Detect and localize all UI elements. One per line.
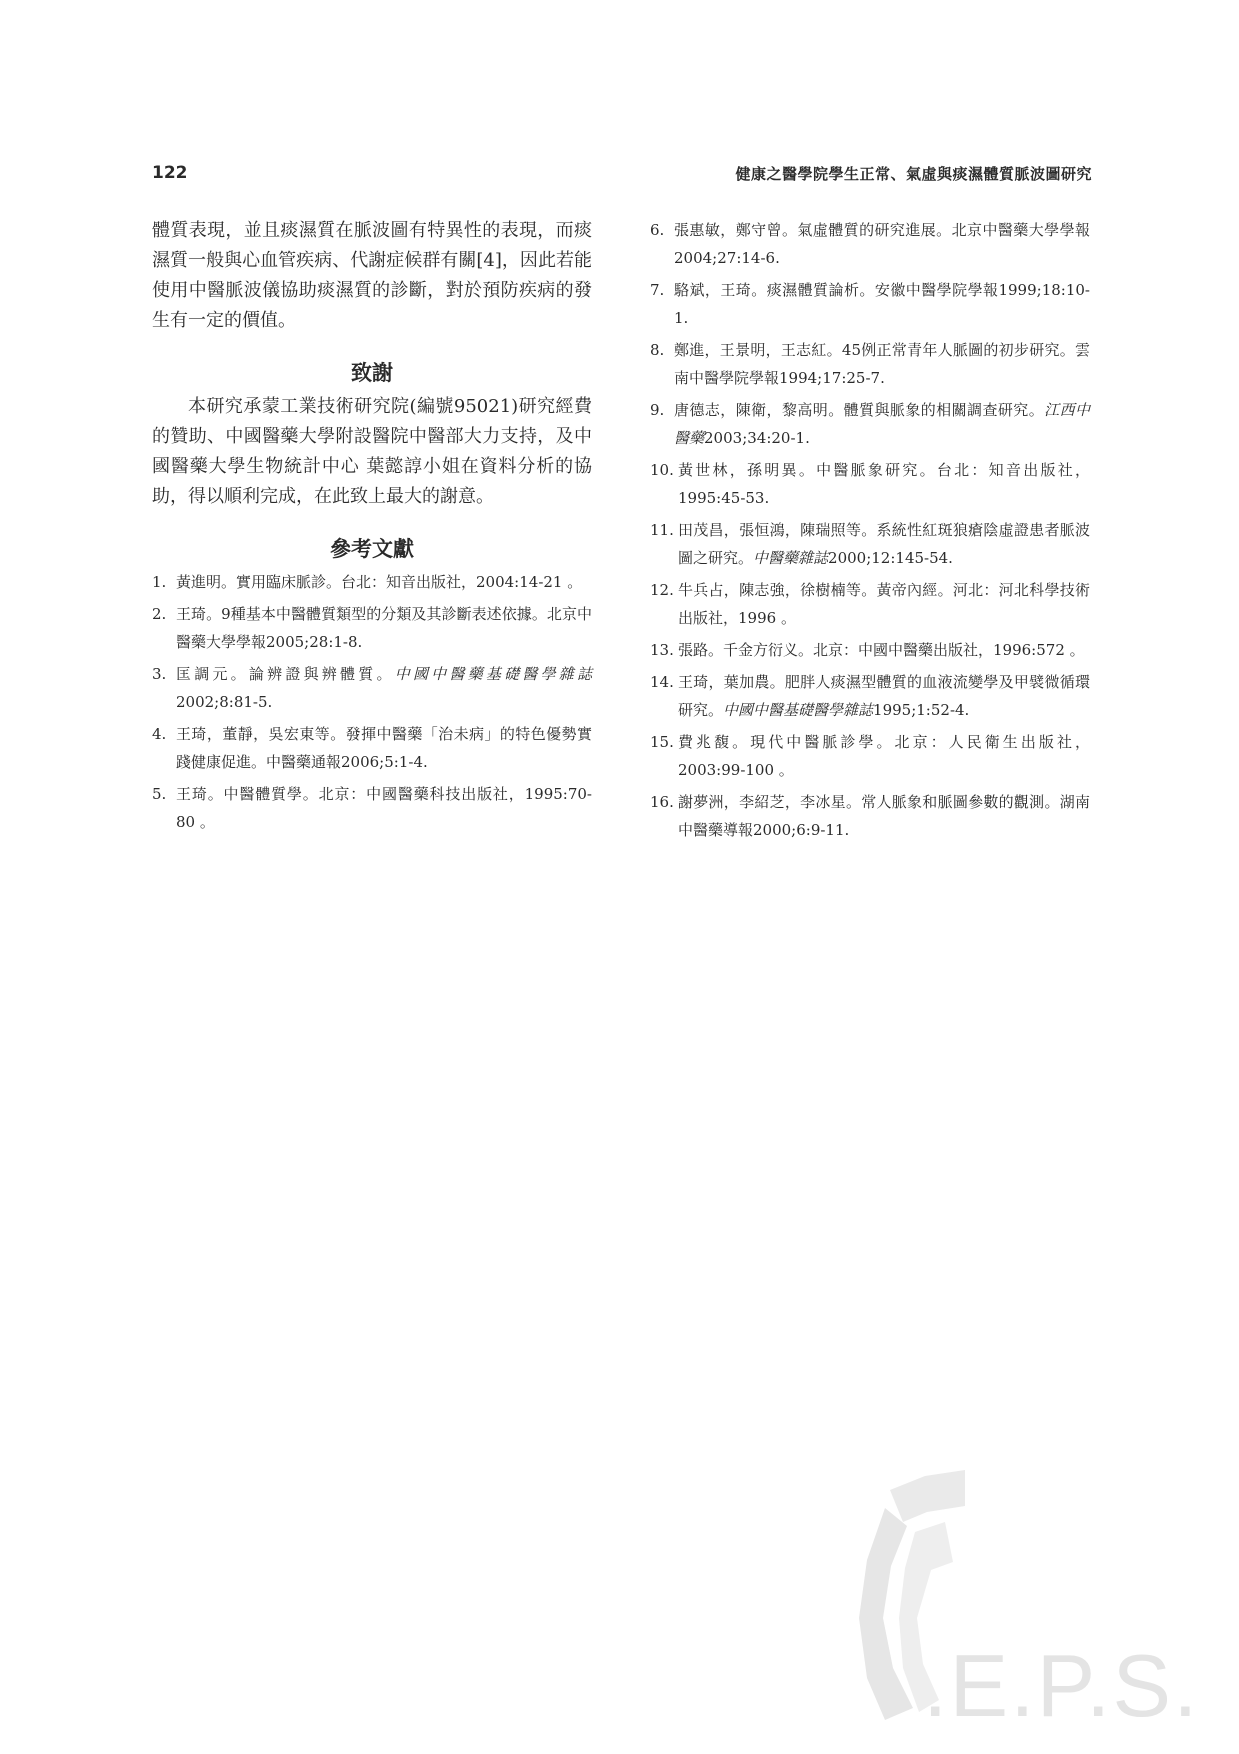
reference-item	[152, 660, 592, 716]
intro-paragraph: 體質表現，並且痰濕質在脈波圖有特異性的表現，而痰濕質一般與心血管疾病、代謝症候群有關[4]，因此若能使用中醫脈波儀協助痰濕質的診斷，對於預防疾病的發生有一定的價值。	[152, 220, 592, 331]
reference-number: 3.	[152, 665, 167, 683]
reference-number: 5.	[152, 785, 167, 803]
reference-item	[650, 336, 1090, 392]
reference-text: 費兆馥。現代中醫脈診學。北京：人民衛生出版社，2003:99-100 。	[678, 733, 1090, 779]
acknowledgement-heading: 致謝	[351, 361, 393, 385]
reference-number: 4.	[152, 725, 167, 743]
reference-number: 13.	[650, 641, 674, 659]
page-header	[152, 163, 1092, 187]
reference-text: 王琦，董靜，吳宏東等。發揮中醫藥「治未病」的特色優勢實踐健康促進。中醫藥通報2006;5:1-4.	[176, 725, 592, 771]
reference-number: 10.	[650, 461, 674, 479]
reference-text: 黃進明。實用臨床脈診。台北：知音出版社，2004:14-21 。	[176, 573, 583, 591]
reference-text: 駱斌，王琦。痰濕體質論析。安徽中醫學院學報1999;18:10-1.	[674, 281, 1090, 327]
reference-item	[152, 720, 592, 776]
reference-text: 王琦。中醫體質學。北京：中國醫藥科技出版社，1995:70-80 。	[176, 785, 592, 831]
reference-number: 15.	[650, 733, 674, 751]
reference-item	[650, 636, 1090, 664]
reference-number: 16.	[650, 793, 674, 811]
page-number: 122	[152, 163, 188, 183]
reference-item	[650, 576, 1090, 632]
reference-text: 張惠敏，鄭守曾。氣虛體質的研究進展。北京中醫藥大學學報2004;27:14-6.	[674, 221, 1090, 267]
reference-item	[650, 216, 1090, 272]
reference-number: 9.	[650, 401, 665, 419]
acknowledgement-paragraph: 本研究承蒙工業技術研究院(編號95021)研究經費的贊助、中國醫藥大學附設醫院中醫部大力支持，及中國醫藥大學生物統計中心 葉懿諄小姐在資料分析的協助，得以順利完成，在此致上最大的謝意。	[152, 396, 592, 507]
reference-item	[650, 456, 1090, 512]
reference-item	[650, 788, 1090, 844]
reference-number: 12.	[650, 581, 674, 599]
eps-logo-text: .E.P.S.	[923, 1636, 1200, 1728]
reference-number: 7.	[650, 281, 665, 299]
reference-item	[152, 780, 592, 836]
right-column	[650, 216, 1090, 848]
reference-text: 王琦。9種基本中醫體質類型的分類及其診斷表述依據。北京中醫藥大學學報2005;28:1-8.	[176, 605, 592, 651]
references-heading: 參考文獻	[330, 537, 414, 561]
reference-item	[152, 600, 592, 656]
reference-number: 2.	[152, 605, 167, 623]
running-title: 健康之醫學院學生正常、氣虛與痰濕體質脈波圖研究	[735, 165, 1092, 183]
reference-item	[152, 568, 592, 596]
reference-number: 11.	[650, 521, 674, 539]
reference-item	[650, 668, 1090, 724]
eps-watermark-logo	[815, 1468, 1205, 1728]
reference-item	[650, 728, 1090, 784]
reference-item	[650, 396, 1090, 452]
reference-number: 8.	[650, 341, 665, 359]
left-column	[152, 216, 592, 840]
reference-text: 匡調元。論辨證與辨體質。中國中醫藥基礎醫學雜誌2002;8:81-5.	[176, 665, 592, 711]
reference-text: 黃世林，孫明異。中醫脈象研究。台北：知音出版社，1995:45-53.	[678, 461, 1090, 507]
reference-text: 張路。千金方衍义。北京：中國中醫藥出版社，1996:572 。	[678, 641, 1085, 659]
reference-text: 牛兵占，陳志強，徐樹楠等。黃帝內經。河北：河北科學技術出版社，1996 。	[678, 581, 1090, 627]
reference-number: 6.	[650, 221, 665, 239]
reference-list-right	[650, 216, 1090, 844]
reference-item	[650, 516, 1090, 572]
reference-text: 王琦，葉加農。肥胖人痰濕型體質的血液流變學及甲襞微循環研究。中國中醫基礎醫學雜誌1995;1:52-4.	[678, 673, 1090, 719]
reference-text: 鄭進，王景明，王志紅。45例正常青年人脈圖的初步研究。雲南中醫學院學報1994;17:25-7.	[674, 341, 1090, 387]
reference-number: 1.	[152, 573, 167, 591]
reference-text: 田茂昌，張恒鴻，陳瑞照等。系統性紅斑狼瘡陰虛證患者脈波圖之研究。中醫藥雜誌2000;12:145-54.	[678, 521, 1090, 567]
reference-number: 14.	[650, 673, 674, 691]
reference-text: 唐德志，陳衛，黎高明。體質與脈象的相關調查研究。江西中醫藥2003;34:20-1.	[674, 401, 1090, 447]
reference-text: 謝夢洲，李紹芝，李冰星。常人脈象和脈圖參數的觀測。湖南中醫藥導報2000;6:9-11.	[678, 793, 1090, 839]
reference-item	[650, 276, 1090, 332]
reference-list-left	[152, 568, 592, 836]
